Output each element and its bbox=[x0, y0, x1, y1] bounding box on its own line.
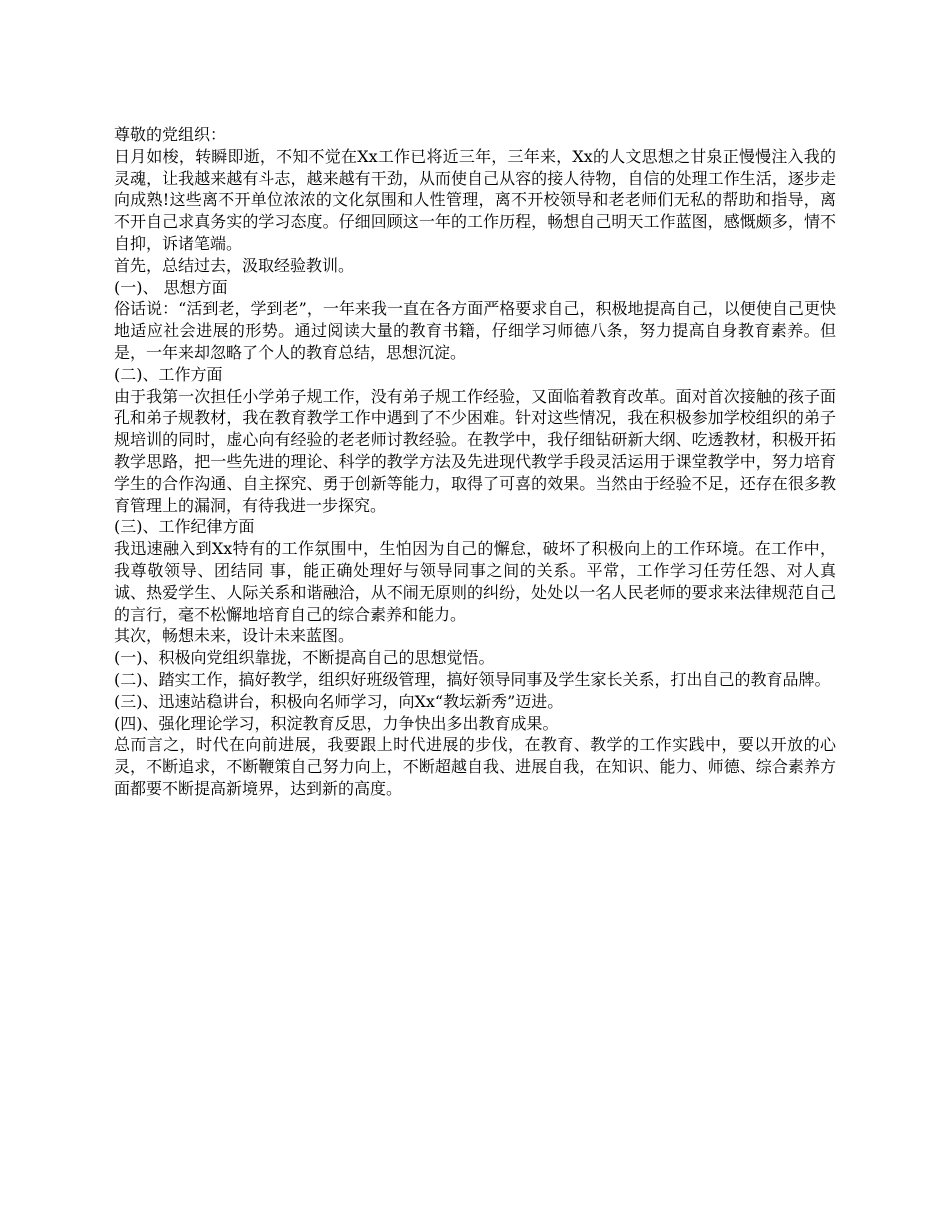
subheading-discipline: (三)、工作纪律方面 bbox=[114, 517, 255, 537]
subheading-thought: (一)、 思想方面 bbox=[114, 277, 228, 297]
paragraph-work: 由于我第一次担任小学弟子规工作，没有弟子规工作经验，又面临着教育改革。面对首次接触的孩子面孔和弟子规教材，我在教育教学工作中遇到了不少困难。针对这些情况，我在积极参加学校组织的弟子规培训的同时，虚心向有经验的老老师讨教经验。在教学中，我仔细钻研新大纲、吃透教材，积极开拓教学思路，把一些先进的理论、科学的教学方法及先进现代教学手段灵活运用于课堂教学中，努力培育学生的合作沟通、自主探究、勇于创新等能力，取得了可喜的效果。当然由于经验不足，还存在很多教育管理上的漏洞，有待我进一步探究。 bbox=[114, 386, 836, 515]
plan-item-2: (二)、踏实工作，搞好教学，组织好班级管理，搞好领导同事及学生家长关系，打出自己的教育品牌。 bbox=[114, 669, 831, 689]
paragraph-thought: 俗话说：“活到老，学到老”，一年来我一直在各方面严格要求自己，积极地提高自己，以便使自己更快地适应社会进展的形势。通过阅读大量的教育书籍，仔细学习师德八条，努力提高自身教育素养。但是，一年来却忽略了个人的教育总结，思想沉淀。 bbox=[114, 299, 836, 362]
salutation: 尊敬的党组织： bbox=[114, 125, 227, 144]
paragraph-discipline: 我迅速融入到Xx特有的工作氛围中，生怕因为自己的懈怠，破坏了积极向上的工作环境。在工作中，我尊敬领导、团结同 事，能正确处理好与领导同事之间的关系。平常，工作学习任劳任怨、对人真诚、热爱学生、人际关系和谐融洽，从不闹无原则的纠纷，处处以一名人民老师的要求来法律规范自己的言行，毫不松懈地培育自己的综合素养和能力。 bbox=[114, 539, 836, 624]
section-heading-first: 首先，总结过去，汲取经验教训。 bbox=[114, 255, 355, 275]
subheading-work: (二)、工作方面 bbox=[114, 364, 223, 384]
document-body bbox=[114, 124, 836, 800]
paragraph-intro: 日月如梭，转瞬即逝，不知不觉在Xx工作已将近三年，三年来，Xx的人文思想之甘泉正慢慢注入我的灵魂，让我越来越有斗志，越来越有干劲，从而使自己从容的接人待物，自信的处理工作生活，逐步走向成熟!这些离不开单位浓浓的文化氛围和人性管理，离不开校领导和老老师们无私的帮助和指导，离不开自己求真务实的学习态度。仔细回顾这一年的工作历程，畅想自己明天工作蓝图，感慨颇多，情不自抑，诉诸笔端。 bbox=[114, 146, 836, 253]
paragraph-conclusion: 总而言之，时代在向前进展，我要跟上时代进展的步伐，在教育、教学的工作实践中，要以开放的心灵，不断追求，不断鞭策自己努力向上，不断超越自我、进展自我，在知识、能力、师德、综合素养方面都要不断提高新境界，达到新的高度。 bbox=[114, 735, 836, 798]
plan-item-3: (三)、迅速站稳讲台，积极向名师学习，向Xx“教坛新秀”迈进。 bbox=[114, 691, 564, 711]
section-heading-second: 其次，畅想未来，设计未来蓝图。 bbox=[114, 626, 355, 646]
plan-item-1: (一)、积极向党组织靠拢，不断提高自己的思想觉悟。 bbox=[114, 648, 495, 668]
plan-item-4: (四)、强化理论学习，积淀教育反思，力争快出多出教育成果。 bbox=[114, 713, 559, 733]
